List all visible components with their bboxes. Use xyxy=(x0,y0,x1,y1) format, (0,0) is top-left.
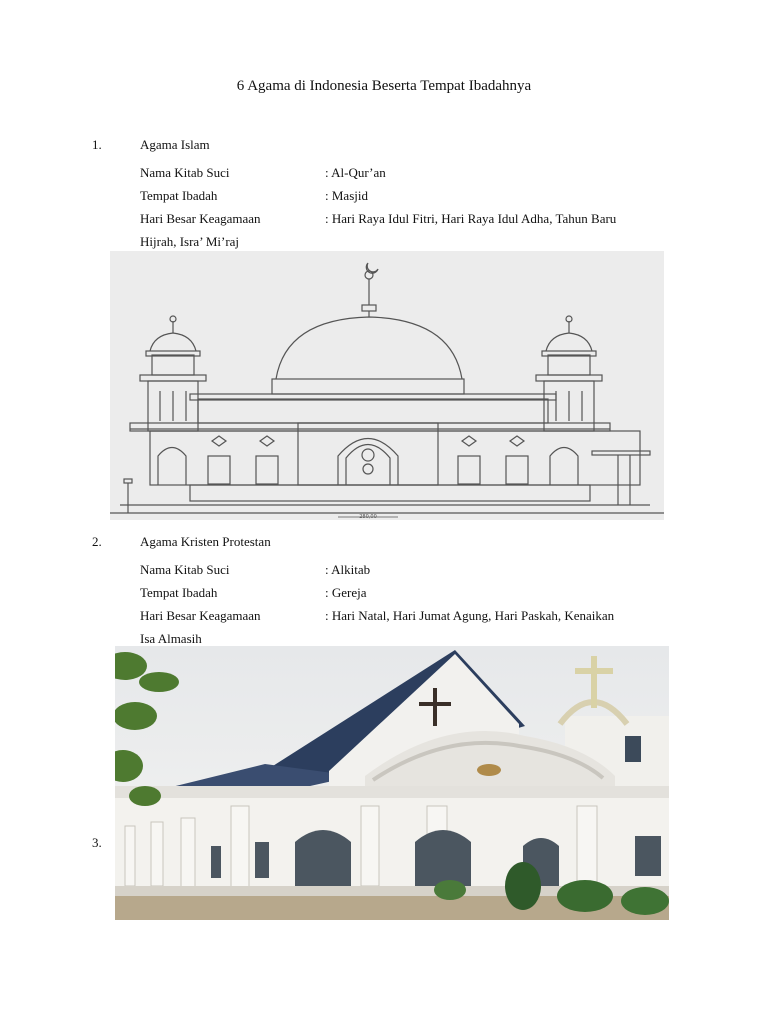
section-1-holidays-continuation: Hijrah, Isra’ Mi’raj xyxy=(140,234,240,249)
section-2-heading: Agama Kristen Protestan xyxy=(140,534,271,549)
section-1-label-holidays: Hari Besar Keagamaan xyxy=(140,211,261,226)
mosque-drawing xyxy=(110,251,664,520)
page-title: 6 Agama di Indonesia Beserta Tempat Ibadahnya xyxy=(236,78,532,94)
section-2-label-holidays: Hari Besar Keagamaan xyxy=(140,608,261,623)
section-2-number: 2. xyxy=(92,534,102,549)
section-2-value-scripture: : Alkitab xyxy=(325,562,371,577)
section-2-label-scripture: Nama Kitab Suci xyxy=(140,562,230,577)
section-3-number: 3. xyxy=(92,835,102,850)
section-1-number: 1. xyxy=(92,137,102,152)
section-2-label-worship: Tempat Ibadah xyxy=(140,585,218,600)
section-1-value-scripture: : Al-Qur’an xyxy=(325,165,386,180)
section-1-label-worship: Tempat Ibadah xyxy=(140,188,218,203)
section-2-holidays-continuation: Isa Almasih xyxy=(140,631,202,646)
mosque-dimension-label: 280,00 xyxy=(359,514,377,520)
section-1-value-worship: : Masjid xyxy=(325,188,368,203)
church-photo xyxy=(115,646,669,920)
section-1-value-holidays: : Hari Raya Idul Fitri, Hari Raya Idul Adha, Tahun Baru xyxy=(325,211,617,226)
section-1-heading: Agama Islam xyxy=(140,137,210,152)
section-1-label-scripture: Nama Kitab Suci xyxy=(140,165,230,180)
section-2-value-holidays: : Hari Natal, Hari Jumat Agung, Hari Paskah, Kenaikan xyxy=(325,608,615,623)
section-2-value-worship: : Gereja xyxy=(325,585,367,600)
